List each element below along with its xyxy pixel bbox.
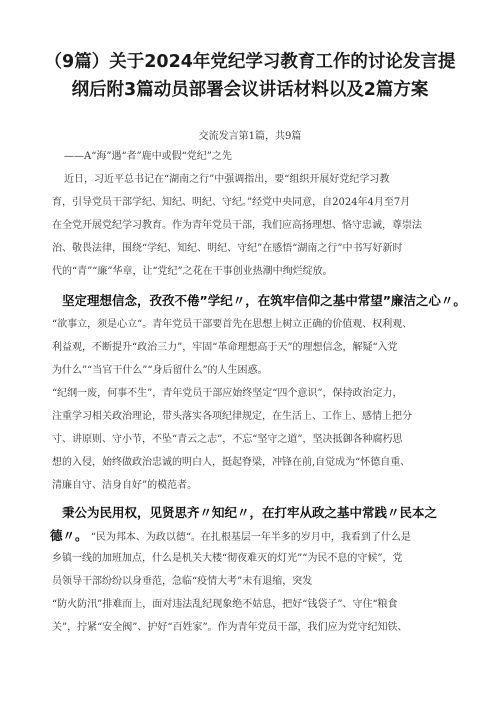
section-heading-1: 坚定理想信念，孜孜不倦”学纪〃，在筑牢信仰之基中常望”廉洁之心〃。 (62, 293, 466, 308)
mixed-heading-paragraph-line (50, 529, 411, 545)
document-title-line-1: （9篇）关于2024年党纪学习教育工作的讨论发言提 (44, 52, 456, 72)
paragraph-line: 注重学习相关政治理论，带头落实各项纪律规定，在生活上、工作上、感情上把分 (52, 411, 412, 422)
section-heading-2-continued: 德〃。 (50, 528, 88, 543)
paragraph-line: 员领导干部纷纷以身垂范，急临“疫情大考”未有退缩，突发 (52, 576, 313, 587)
paragraph-line: 治、敬畏法律，围绕“学纪、知纪、明纪、守纪”在感悟“湖南之行”中书写好新时 (52, 243, 403, 254)
paragraph-line: 清廉自守、洁身自好”的模范者。 (52, 480, 198, 491)
section-heading-text: ——A“海”遇“者”鹿中或假“党纪”之先 (64, 151, 232, 162)
section-heading-2: 秉公为民用权，见贤思齐〃知纪〃，在打牢从政之基中常践〃民本之 (62, 505, 438, 520)
paragraph-line: 想的入侵，始终做政治忠诚的明白人，挺起脊梁，冲锋在前,自觉成为“怀德自重、 (52, 457, 411, 468)
document-title-line-2: 纲后附3篇动员部署会议讲话材料以及2篇方案 (71, 80, 429, 100)
paragraph-line: 育，引导党员干部学纪、知纪、明纪、守纪。”经党中央同意，自2024年4月至7月 (52, 197, 411, 208)
paragraph-line: 为什么”“当官干什么”“身后留什么”的人生困惑。 (52, 365, 268, 376)
paragraph-line: 在全党开展党纪学习教育。作为青年党员干部，我们应高扬理想、恪守忠诚，尊崇法 (52, 220, 422, 231)
paragraph-line: “欲事立，须是心立“。青年党员干部要首先在思想上树立正确的价值观、权利观、 (52, 319, 413, 330)
paragraph-line: “民为邦本、为政以德“。在扎根基层一年半多的岁月中，我看到了什么是 (90, 532, 411, 543)
paragraph-line: “纪纲一废，何事不生”，青年党员干部应始终坚定“四个意识”，保持政治定力， (52, 388, 403, 399)
paragraph-line: 近日，习近平总书记在“湖南之行”中强调指出，要“组织开展好党纪学习教 (64, 174, 390, 185)
paragraph-line: 关”，拧紧“安全阀”、护好“百姓家”。作为青年党员干部，我们应为党守纪知铁、 (52, 622, 408, 633)
paragraph-line: 乡镇一线的加班加点，什么是机关大楼“彻夜难灭的灯光”“为民不息的守候”，党 (52, 553, 403, 564)
paragraph-line: 利益观，不断提升“政治三力”，牢固“革命理想高于天”的理想信念，解疑“入党 (52, 342, 398, 353)
paragraph-line: 寸、讲原则、守小节，不坠“青云之志”，不忘“坚守之道”，坚决抵御各种腐朽思 (52, 434, 403, 445)
paragraph-line: 代的“青”“廉”华章，让“党纪”之花在干事创业热潮中绚烂绽放。 (52, 266, 333, 277)
section-subtitle: 交流发言第1篇，共9篇 (198, 131, 302, 142)
paragraph-line: “防火防汛”排难而上，面对违法乱纪现象绝不姑息，把好“钱袋子”、守住“粮食 (52, 599, 398, 610)
